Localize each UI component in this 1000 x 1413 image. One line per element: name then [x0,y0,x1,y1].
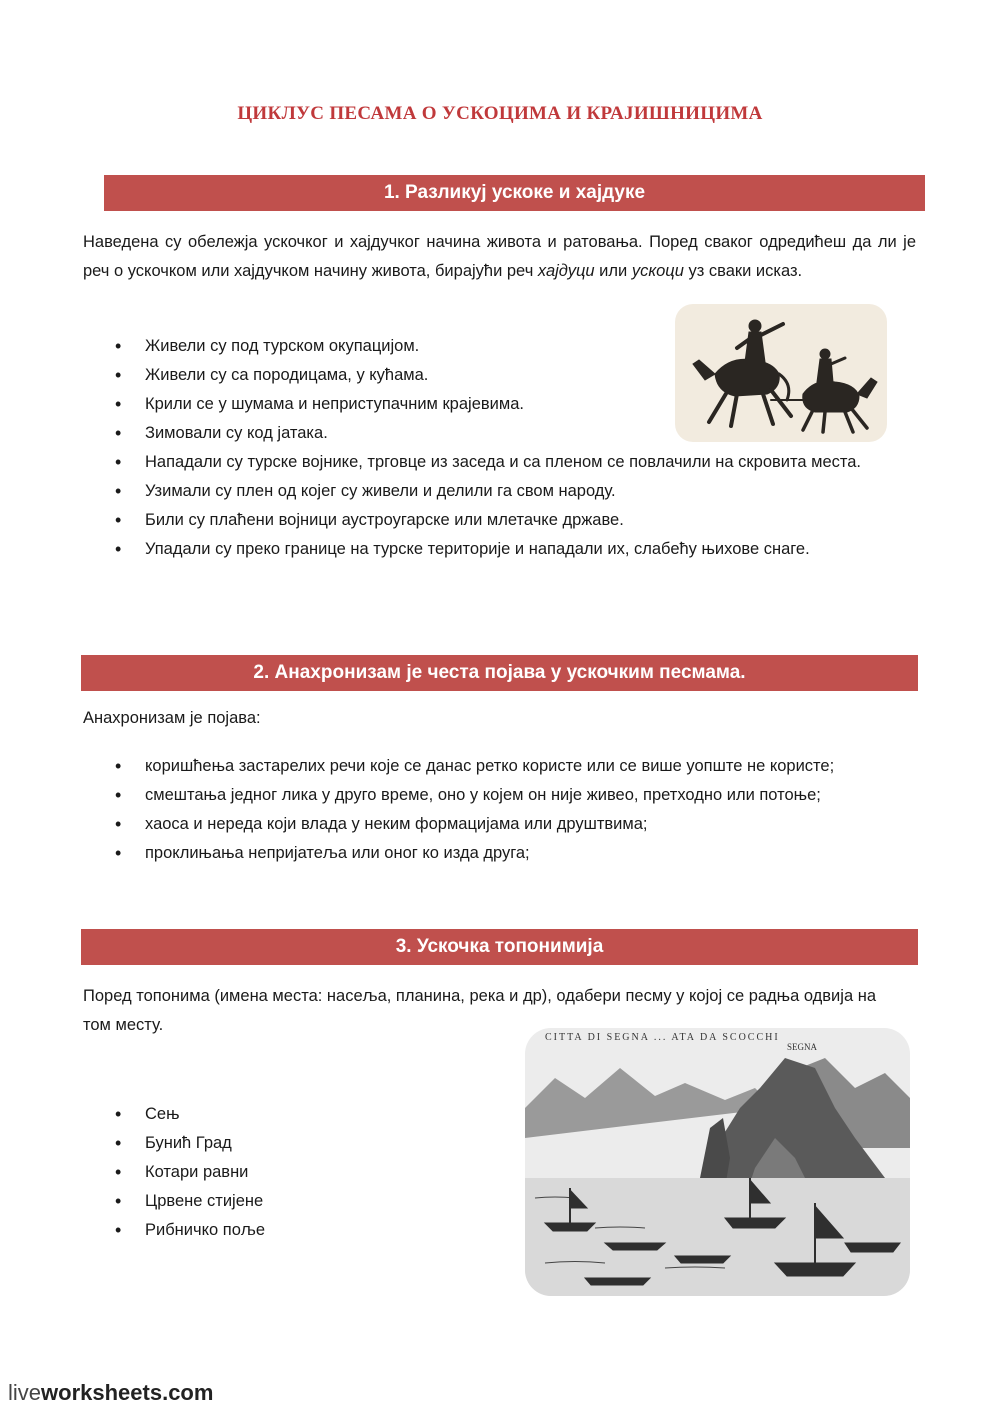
word-uskoci: ускоци [631,262,684,280]
senj-drawing [525,1028,910,1296]
list-item: • Зимовали су код јатака. [83,419,916,448]
list-item: • коришћења застарелих речи које се данас ретко користе или се више уопште не користе; [83,752,933,781]
list-item: • проклињања непријатеља или оног ко изда друга; [83,839,933,868]
list-item: • Котари равни [83,1158,503,1187]
list-item: • Били су плаћени војници аустроугарске или млетачке државе. [83,506,916,535]
section2-list [83,752,933,868]
section1-intro [83,228,916,286]
section3-list [83,1100,503,1245]
list-item: • Црвене стијене [83,1187,503,1216]
section1-intro-text-b: или [594,262,632,280]
list-item: • Узимали су плен од којег су живели и делили га свом народу. [83,477,916,506]
section1-intro-text-c: уз сваки исказ. [683,262,803,280]
section1-list [83,332,916,564]
logo-com: .com [162,1380,214,1405]
section2-heading: 2. Анахронизам је честа појава у ускочким песмама. [81,655,918,691]
list-item: • Рибничко поље [83,1216,503,1245]
word-hajduci: хајдуци [537,262,595,280]
list-item: • Сењ [83,1100,503,1129]
list-item: • хаоса и нереда који влада у неким формацијама или друштвима; [83,810,933,839]
section3-intro: Поред топонима (имена места: насеља, планина, река и др), одабери песму у којој се радња одвија на том месту. [83,987,876,1034]
logo-worksheets: worksheets [41,1380,163,1405]
list-item: • Крили се у шумама и неприступачним крајевима. [83,390,916,419]
section3-heading: 3. Ускочка топонимија [81,929,918,965]
section2-intro: Анахронизам је појава: [83,709,261,727]
list-item: • Упадали су преко границе на турске територије и нападали их, слабећу њихове снаге. [83,535,916,564]
list-item: • Бунић Град [83,1129,503,1158]
list-item: • смештања једног лика у друго време, оно у којем он није живео, претходно или потоње; [83,781,933,810]
list-item: • Живели су са породицама, у кућама. [83,361,916,390]
section1-heading: 1. Разликуј ускоке и хајдуке [104,175,925,211]
logo-live: live [8,1380,42,1405]
engraving-label: SEGNA [787,1042,818,1052]
engraving-caption: CITTA DI SEGNA ... ATA DA SCOCCHI [545,1032,780,1043]
section1-intro-text-a: Наведена су обележја ускочког и хајдучког начина живота и ратовања. Поред сваког одредићеш да ли је реч о ускочком или хајдучком начину живота, бирајући реч [83,233,916,280]
page-title: ЦИКЛУС ПЕСАМА О УСКОЦИМА И КРАЈИШНИЦИМА [237,103,763,124]
liveworksheets-logo [8,1380,213,1406]
senj-engraving [525,1028,910,1296]
list-item: • Живели су под турском окупацијом. [83,332,916,361]
list-item: • Нападали су турске војнике, трговце из заседа и са пленом се повлачили на скровита места. [83,448,916,477]
